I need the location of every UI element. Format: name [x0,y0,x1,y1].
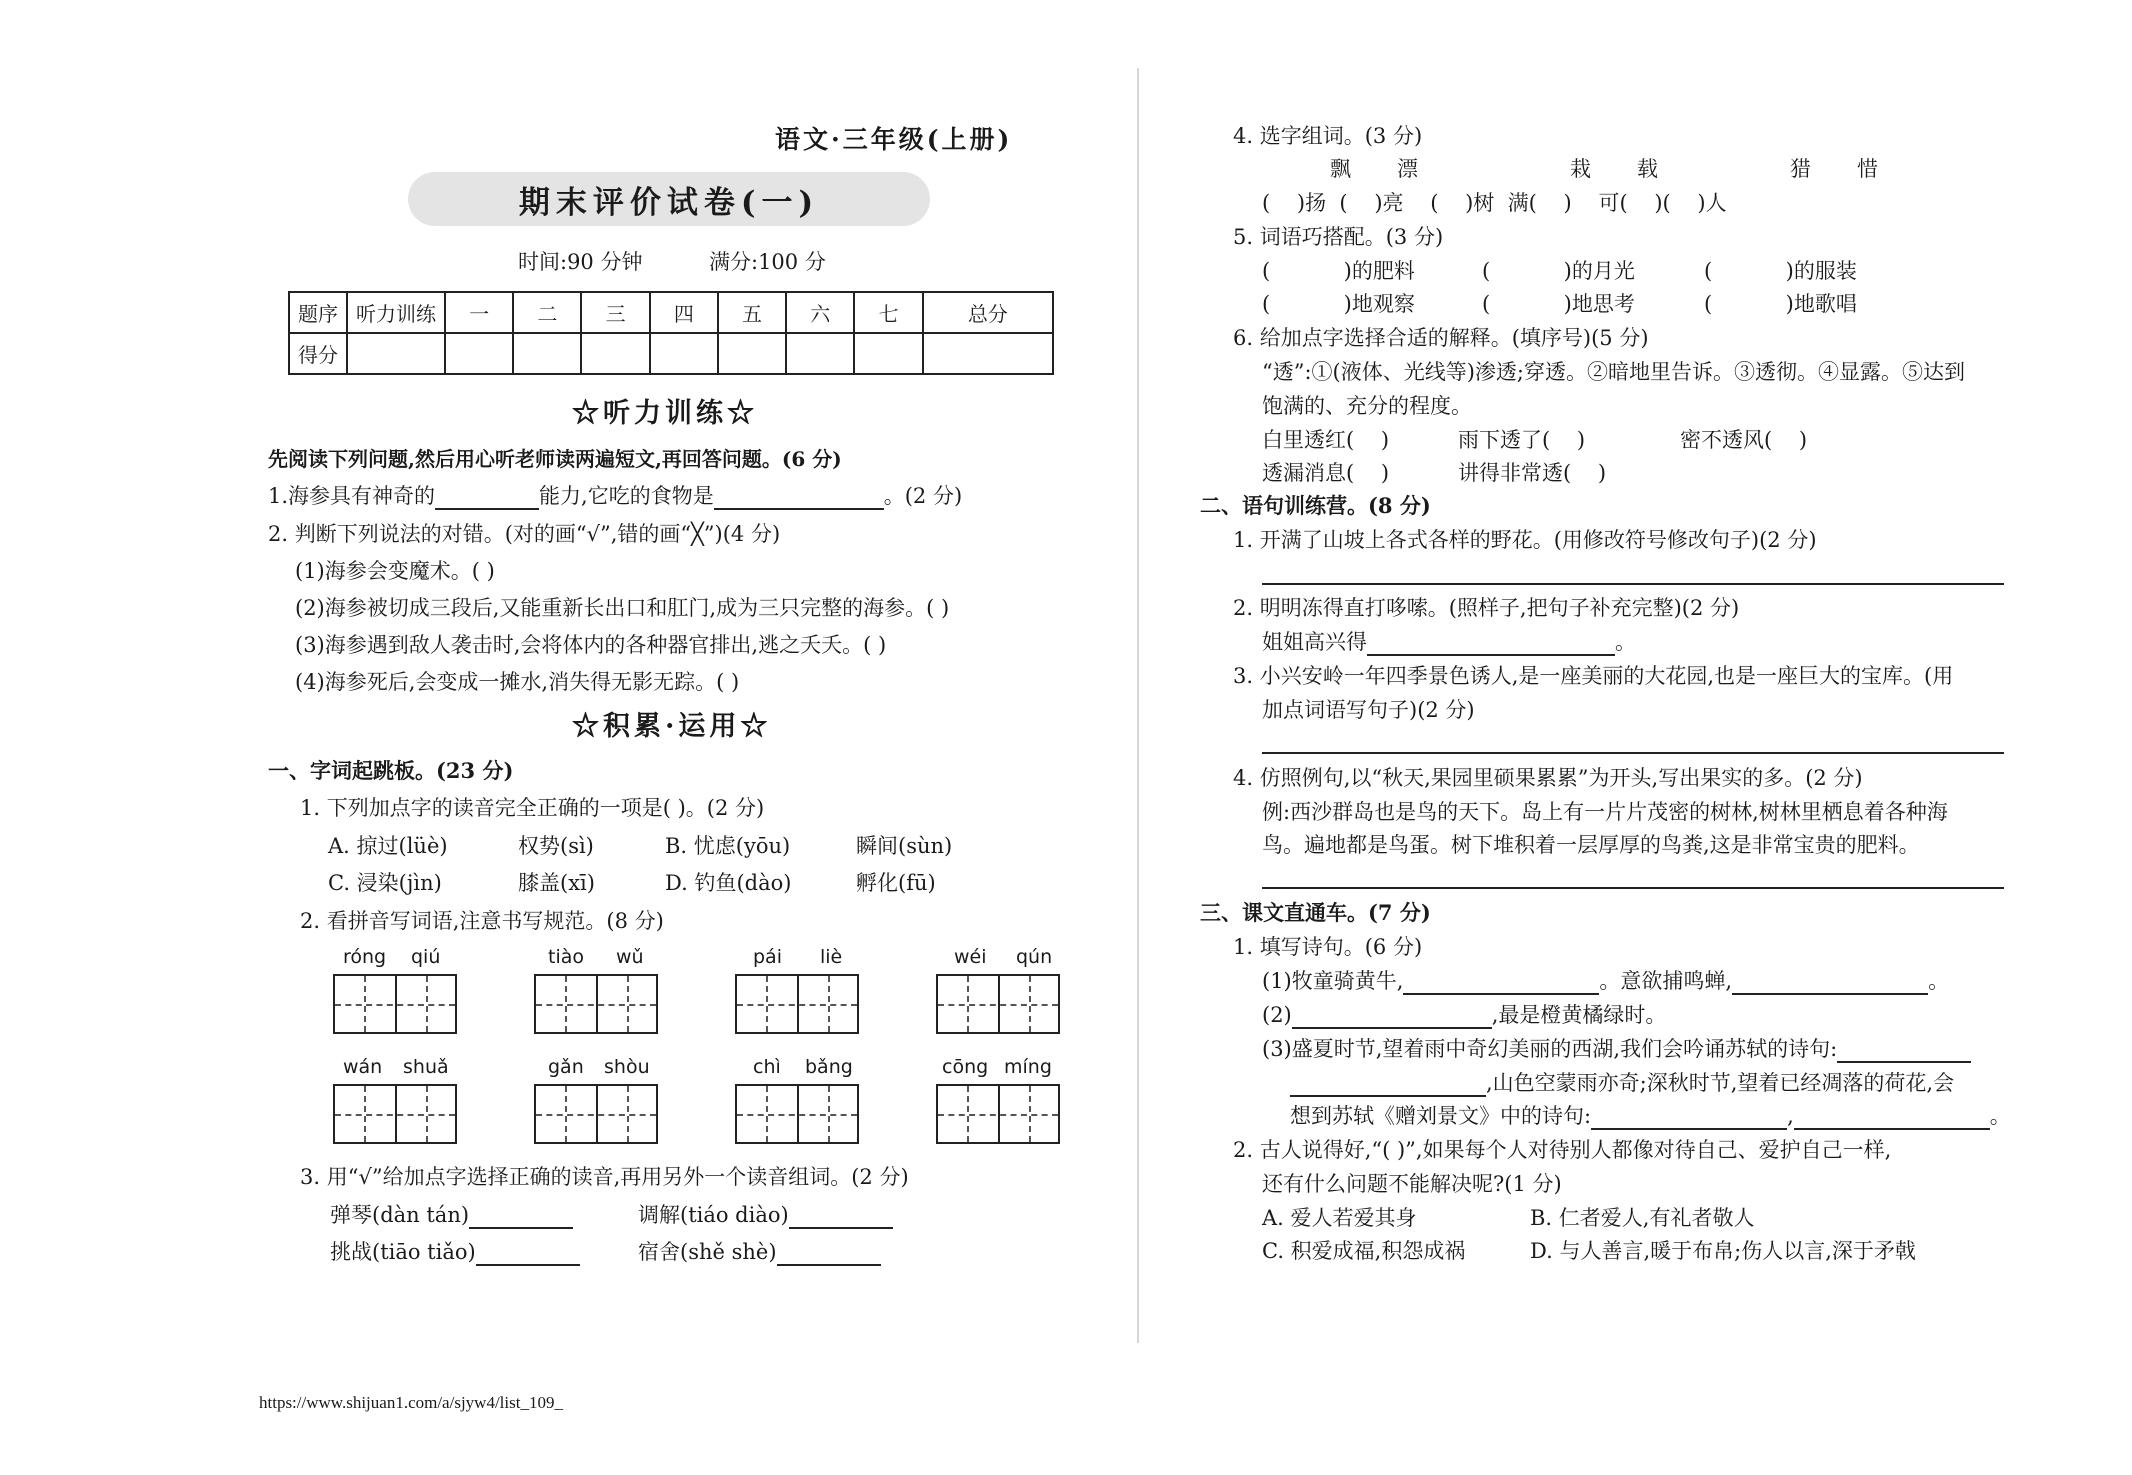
writing-grid[interactable] [735,1056,859,1146]
pinyin-label: qún [1016,946,1053,968]
answer-blank[interactable] [1732,993,1928,995]
question-2-item-4: (4)海参死后,会变成一摊水,消失得无影无踪。( ) [295,670,740,694]
explain-item: 白里透红( ) [1262,428,1390,452]
poem-text: (2) [1262,1003,1292,1027]
question-2: 2. 判断下列说法的对错。(对的画“√”,错的画“╳”)(4 分) [268,522,781,546]
part-2-question-2-answer [1262,626,1636,656]
pairing-item: ( )地观察 [1262,292,1415,316]
choice-char: 猎 [1790,157,1811,181]
poem-line-3-cont [1290,1067,1954,1097]
pairing-item: ( )的月光 [1482,259,1635,283]
option-d-1: D. 钓鱼(dào) [665,871,792,895]
answer-blank[interactable] [1591,1128,1787,1130]
reading-item-text: 宿舍(shě shè) [638,1240,777,1264]
answer-blank[interactable] [777,1264,881,1266]
option-d-2: 孵化(fū) [856,871,936,895]
option-c-1: C. 浸染(jìn) [328,871,442,895]
answer-blank[interactable] [1292,1027,1492,1029]
part-1-question-1: 1. 下列加点字的读音完全正确的一项是( )。(2 分) [300,796,765,820]
poem-text: 想到苏轼《赠刘景文》中的诗句: [1290,1104,1592,1128]
pairing-item: ( )地思考 [1482,292,1635,316]
accumulation-title: ☆积累·运用☆ [572,711,772,742]
answer-blank[interactable] [789,1227,893,1229]
pinyin-label: pái [753,946,782,968]
poem-text: (3)盛夏时节,望着雨中奇幻美丽的西湖,我们会吟诵苏轼的诗句: [1262,1037,1838,1061]
part-2-question-3-cont: 加点词语写句子)(2 分) [1262,698,1475,722]
score-cell[interactable] [445,333,513,374]
explain-item: 透漏消息( ) [1262,461,1390,485]
part-2-question-1: 1. 开满了山坡上各式各样的野花。(用修改符号修改句子)(2 分) [1233,528,1817,552]
pinyin-label: chì [753,1056,781,1078]
pinyin-label: róng [343,946,387,968]
character-box[interactable] [534,1084,658,1144]
writing-grid[interactable] [735,946,859,1036]
answer-blank[interactable] [714,508,884,510]
pinyin-label: liè [820,946,843,968]
question-5: 5. 词语巧搭配。(3 分) [1233,225,1444,249]
definition-line: “透”:①(液体、光线等)渗透;穿透。②暗地里告诉。③透彻。④显露。⑤达到 [1262,360,1966,384]
writing-grid[interactable] [936,1056,1060,1146]
score-table-label: 得分 [289,333,347,374]
pinyin-label: cōng [942,1056,989,1078]
writing-grid[interactable] [333,1056,457,1146]
page-divider [1137,68,1139,1343]
exam-title: 期末评价试卷(一) [408,172,930,226]
question-4: 4. 选字组词。(3 分) [1233,124,1423,148]
score-cell[interactable] [786,333,854,374]
poem-text: ,最是橙黄橘绿时。 [1491,1003,1667,1027]
reading-item [330,1199,573,1229]
score-cell[interactable] [650,333,718,374]
score-table-cell: 听力训练 [347,292,445,333]
part-3-question-2-cont: 还有什么问题不能解决呢?(1 分) [1262,1172,1562,1196]
writing-grid[interactable] [534,1056,658,1146]
score-cell[interactable] [718,333,786,374]
prompt-text: 。 [1615,630,1636,654]
question-2-item-2: (2)海参被切成三段后,又能重新长出口和肛门,成为三只完整的海参。( ) [295,596,950,620]
part-1-question-2: 2. 看拼音写词语,注意书写规范。(8 分) [300,909,664,933]
option-a: A. 爱人若爱其身 [1262,1206,1417,1230]
part-2-question-4: 4. 仿照例句,以“秋天,果园里硕果累累”为开头,写出果实的多。(2 分) [1233,766,1863,790]
writing-grid[interactable] [534,946,658,1036]
reading-item-text: 弹琴(dàn tán) [330,1203,470,1227]
part-3-question-1: 1. 填写诗句。(6 分) [1233,935,1423,959]
explain-item: 讲得非常透( ) [1458,461,1607,485]
score-table [288,291,1054,375]
answer-line[interactable] [1262,583,2004,585]
score-table-cell: 四 [650,292,718,333]
poem-text: , [1787,1104,1794,1128]
pinyin-label: wán [343,1056,383,1078]
poem-text: 。 [1989,1104,2011,1128]
explain-item: 雨下透了( ) [1458,428,1586,452]
option-a-2: 权势(sì) [518,834,594,858]
answer-blank[interactable] [1403,993,1599,995]
score-table-cell: 七 [854,292,922,333]
option-b: B. 仁者爱人,有礼者敬人 [1530,1206,1755,1230]
source-url: https://www.shijuan1.com/a/sjyw4/list_109_ [259,1393,563,1412]
option-c-2: 膝盖(xī) [518,871,595,895]
pinyin-label: bǎng [805,1056,853,1078]
choice-char: 惜 [1857,157,1878,181]
score-cell[interactable] [347,333,445,374]
option-b-1: B. 忧虑(yōu) [665,834,791,858]
question-2-item-3: (3)海参遇到敌人袭击时,会将体内的各种器官排出,逃之夭夭。( ) [295,633,887,657]
score-table-cell: 三 [581,292,649,333]
pairing-item: ( )的服装 [1704,259,1857,283]
question-text: 1.海参具有神奇的 [268,484,436,508]
character-box[interactable] [936,1084,1060,1144]
score-cell[interactable] [923,333,1053,374]
poem-line-2 [1262,999,1666,1029]
definition-line: 饱满的、充分的程度。 [1262,394,1472,418]
pinyin-label: shuǎ [403,1056,449,1078]
reading-item-text: 调解(tiáo diào) [638,1203,789,1227]
score-cell[interactable] [513,333,581,374]
answer-blank[interactable] [469,1227,573,1229]
option-b-2: 瞬间(sùn) [856,834,953,858]
question-1 [268,480,962,510]
option-c: C. 积爱成福,积怨成祸 [1262,1239,1466,1263]
exam-full-score: 满分:100 分 [709,250,826,274]
listening-title: ☆听力训练☆ [572,398,758,429]
score-table-cell: 一 [445,292,513,333]
exam-time: 时间:90 分钟 [518,250,643,274]
option-d: D. 与人善言,暖于布帛;伤人以言,深于矛戟 [1530,1239,1916,1263]
listening-intro: 先阅读下列问题,然后用心听老师读两遍短文,再回答问题。(6 分) [268,447,842,471]
poem-line-3-end [1290,1100,2011,1130]
question-text: 。(2 分) [883,484,963,508]
answer-blank[interactable] [1290,1095,1486,1097]
choice-char: 栽 [1570,157,1591,181]
score-table-cell: 二 [513,292,581,333]
pinyin-label: gǎn [548,1056,584,1078]
score-table-cell: 六 [786,292,854,333]
pinyin-label: shòu [604,1056,650,1078]
part-2-question-3: 3. 小兴安岭一年四季景色诱人,是一座美丽的大花园,也是一座巨大的宝库。(用 [1233,664,1954,688]
pinyin-label: míng [1004,1056,1052,1078]
part-3-question-2: 2. 古人说得好,“( )”,如果每个人对待别人都像对待自己、爱护自己一样, [1233,1138,1892,1162]
score-table-header-row [289,292,1053,333]
part-1-title: 一、字词起跳板。(23 分) [268,758,514,783]
poem-line-3 [1262,1033,1971,1063]
part-3-title: 三、课文直通车。(7 分) [1200,900,1431,925]
prompt-text: 姐姐高兴得 [1262,630,1367,654]
answer-blank[interactable] [1837,1061,1971,1063]
poem-text: (1)牧童骑黄牛, [1262,969,1404,993]
subject-header: 语文·三年级(上册) [775,125,1013,154]
answer-line[interactable] [1262,887,2004,889]
poem-text: ,山色空蒙雨亦奇;深秋时节,望着已经凋落的荷花,会 [1486,1071,1955,1095]
choice-char: 载 [1637,157,1658,181]
answer-blank[interactable] [1794,1128,1990,1130]
writing-grid[interactable] [936,946,1060,1036]
score-table-score-row [289,333,1053,374]
example-line: 例:西沙群岛也是鸟的天下。岛上有一片片茂密的树林,树林里栖息着各种海 [1262,800,1948,824]
pinyin-label: wéi [954,946,987,968]
reading-item [330,1236,580,1266]
character-box[interactable] [333,1084,457,1144]
score-table-cell: 五 [718,292,786,333]
reading-item-text: 挑战(tiāo tiǎo) [330,1240,476,1264]
character-box[interactable] [735,974,859,1034]
question-4-blanks: ( )扬 ( )亮 ( )树 满( ) 可( )( )人 [1262,191,1727,215]
example-line: 鸟。遍地都是鸟蛋。树下堆积着一层厚厚的鸟粪,这是非常宝贵的肥料。 [1262,833,1920,857]
question-6: 6. 给加点字选择合适的解释。(填序号)(5 分) [1233,326,1649,350]
writing-grid[interactable] [333,946,457,1036]
score-cell[interactable] [581,333,649,374]
poem-line-1 [1262,965,1949,995]
character-box[interactable] [534,974,658,1034]
character-box[interactable] [936,974,1060,1034]
pairing-item: ( )的肥料 [1262,259,1415,283]
character-box[interactable] [333,974,457,1034]
reading-item [638,1236,881,1266]
character-box[interactable] [735,1084,859,1144]
score-table-cell: 总分 [923,292,1053,333]
question-text: 能力,它吃的食物是 [539,484,714,508]
answer-line[interactable] [1262,752,2004,754]
score-cell[interactable] [854,333,922,374]
reading-item [638,1199,893,1229]
part-2-question-2: 2. 明明冻得直打哆嗦。(照样子,把句子补充完整)(2 分) [1233,596,1740,620]
pinyin-label: wǔ [616,946,644,968]
pinyin-label: qiú [411,946,441,968]
poem-text: 。 [1928,969,1950,993]
answer-blank[interactable] [435,508,539,510]
poem-text: 。意欲捕鸣蝉, [1599,969,1733,993]
answer-blank[interactable] [1367,654,1615,656]
answer-blank[interactable] [476,1264,580,1266]
question-2-item-1: (1)海参会变魔术。( ) [295,559,495,583]
explain-item: 密不透风( ) [1680,428,1808,452]
score-table-cell: 题序 [289,292,347,333]
part-1-question-3: 3. 用“√”给加点字选择正确的读音,再用另外一个读音组词。(2 分) [300,1165,909,1189]
option-a-1: A. 掠过(lüè) [328,834,448,858]
pairing-item: ( )地歌唱 [1704,292,1857,316]
choice-char: 飘 [1330,157,1351,181]
pinyin-label: tiào [548,946,584,968]
part-2-title: 二、语句训练营。(8 分) [1200,493,1431,518]
choice-char: 漂 [1397,157,1418,181]
